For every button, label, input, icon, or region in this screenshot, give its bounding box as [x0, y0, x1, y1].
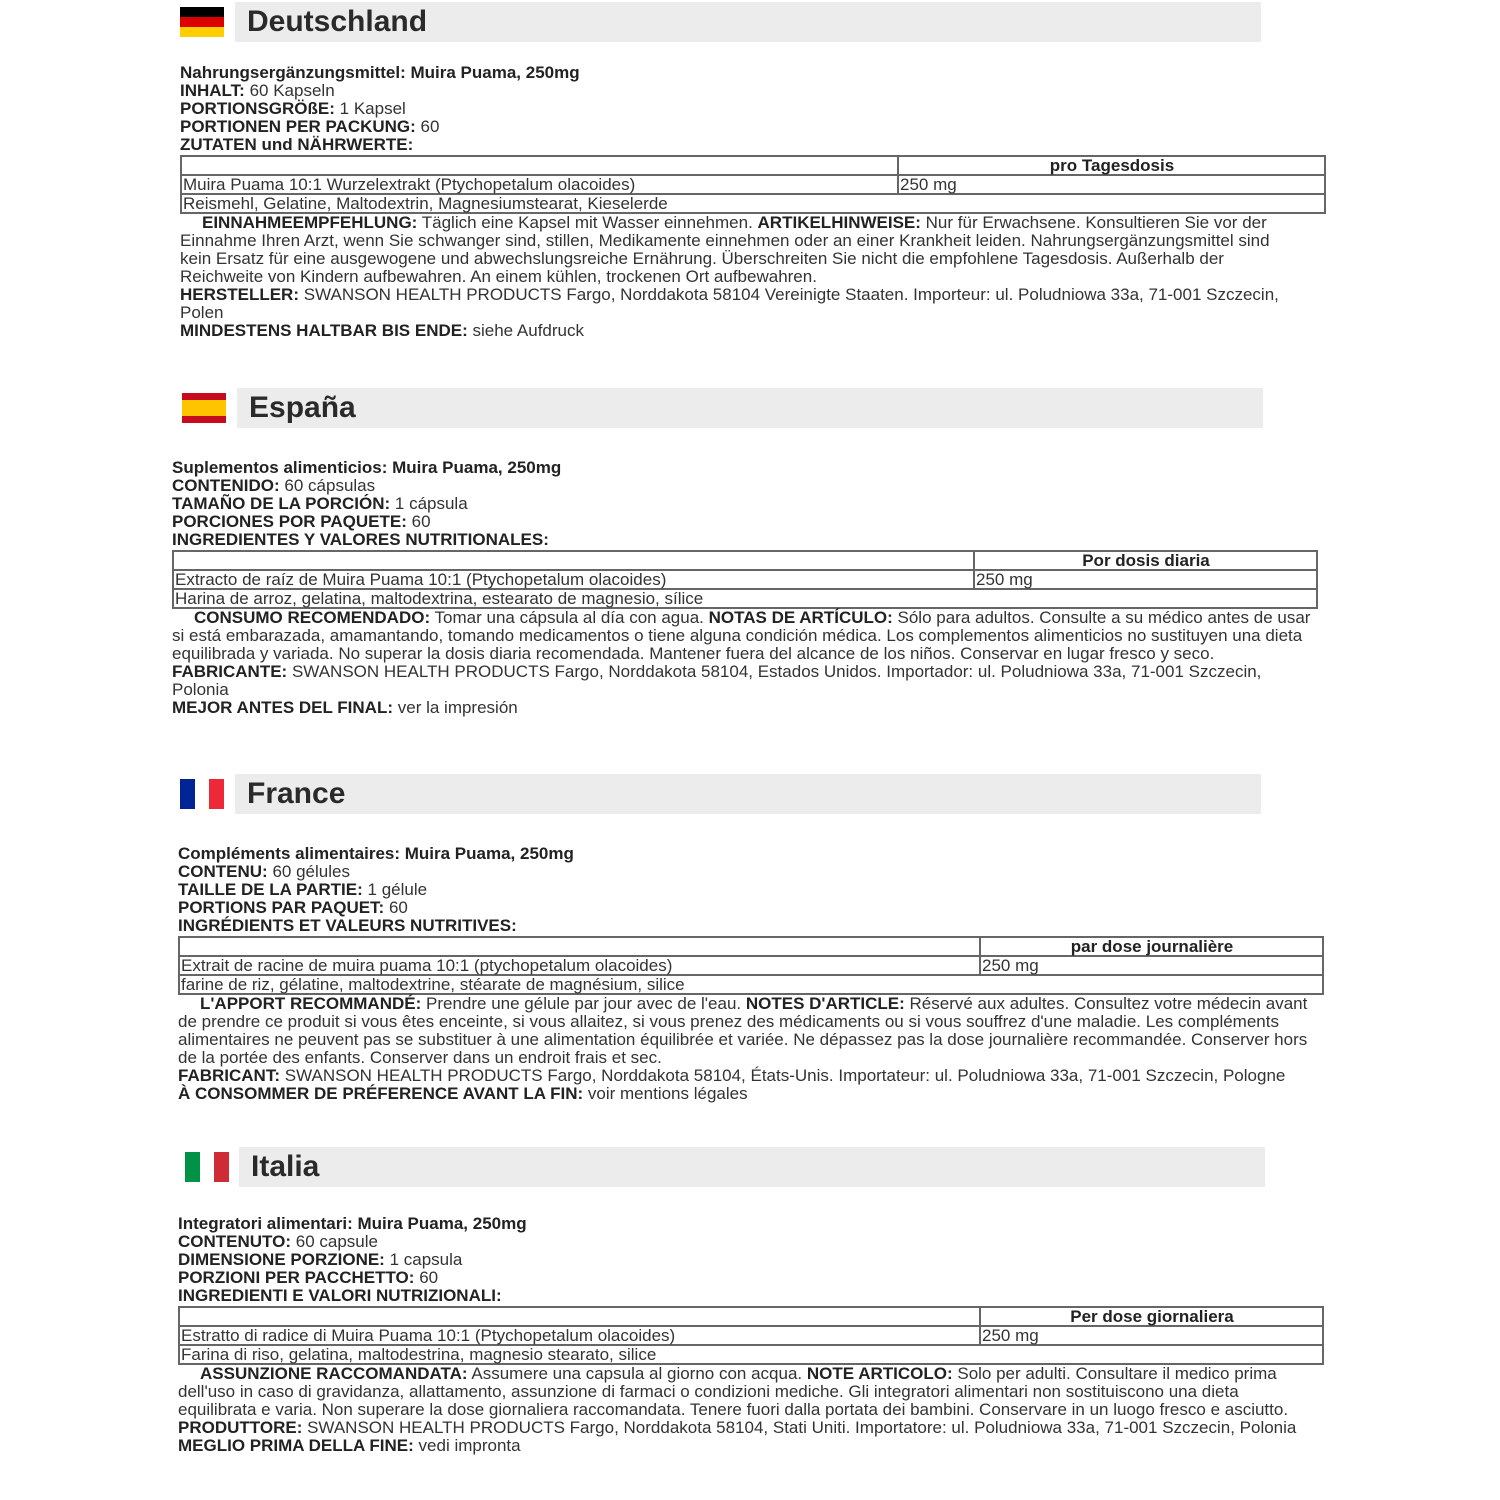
table-header-row	[179, 937, 1323, 956]
expiry-label: MEGLIO PRIMA DELLA FINE:	[178, 1436, 414, 1455]
portions-line	[178, 899, 1324, 917]
content-line	[172, 477, 1318, 495]
content-value: 60 Kapseln	[249, 81, 335, 100]
label-content	[172, 459, 1318, 717]
nutrition-table	[178, 936, 1324, 995]
flag-band-2	[200, 1152, 214, 1182]
expiry-label: À CONSOMMER DE PRÉFERENCE AVANT LA FIN:	[178, 1084, 584, 1103]
table-row	[179, 1326, 1323, 1345]
content-label: CONTENUTO:	[178, 1232, 292, 1251]
maker-paragraph	[178, 1419, 1306, 1437]
ingredients-line	[178, 917, 1324, 935]
table-row	[181, 194, 1325, 213]
notes-label: NOTAS DE ARTÍCULO:	[708, 608, 893, 627]
usage-text: Prendre une gélule par jour avec de l'eau.	[426, 994, 742, 1013]
table-header-cell: Per dose giornaliera	[980, 1307, 1323, 1326]
italy-flag-icon	[185, 1152, 229, 1182]
ingredient-cell: Extracto de raíz de Muira Puama 10:1 (Ptychopetalum olacoides)	[173, 570, 974, 589]
portions-value: 60	[420, 117, 440, 136]
country-title-bar	[237, 388, 1263, 428]
amount-cell: 250 mg	[898, 175, 1325, 194]
flag-band-2	[195, 779, 209, 809]
portions-value: 60	[388, 898, 408, 917]
maker-label: FABRICANTE:	[172, 662, 288, 681]
nutrition-table	[180, 155, 1326, 214]
country-title-bar	[235, 774, 1261, 814]
portions-label: PORTIONS PAR PAQUET:	[178, 898, 385, 917]
other-ingredients-cell: farine de riz, gélatine, maltodextrine, stéarate de magnésium, silice	[179, 975, 1323, 994]
country-title: Italia	[251, 1150, 320, 1183]
ingredients-line	[178, 1287, 1324, 1305]
usage-label: CONSUMO RECOMENDADO:	[194, 608, 431, 627]
amount-cell: 250 mg	[980, 1326, 1323, 1345]
ingredients-label: INGREDIENTES Y VALORES NUTRITIONALES:	[172, 530, 549, 549]
usage-text: Assumere una capsula al giorno con acqua.	[471, 1364, 803, 1383]
maker-paragraph	[180, 286, 1280, 322]
nutrition-table	[178, 1306, 1324, 1365]
maker-paragraph	[172, 663, 1262, 699]
country-title: France	[247, 777, 346, 810]
ingredient-cell: Muira Puama 10:1 Wurzelextrakt (Ptychopetalum olacoides)	[181, 175, 898, 194]
ingredients-label: ZUTATEN und NÄHRWERTE:	[180, 135, 414, 154]
table-row	[179, 1345, 1323, 1364]
maker-text: SWANSON HEALTH PRODUCTS Fargo, Norddakota 58104, Stati Uniti. Importatore: ul. Poludniowa 33a, 71-001 Szczecin, Polonia	[307, 1418, 1297, 1437]
notes-label: ARTIKELHINWEISE:	[757, 213, 921, 232]
product-value: Muira Puama, 250mg	[392, 458, 562, 477]
maker-label: HERSTELLER:	[180, 285, 299, 304]
notes-label: NOTE ARTICOLO:	[806, 1364, 953, 1383]
ingredients-label: INGREDIENTI E VALORI NUTRIZIONALI:	[178, 1286, 502, 1305]
serving-line	[178, 1251, 1324, 1269]
maker-label: FABRICANT:	[178, 1066, 280, 1085]
amount-cell: 250 mg	[980, 956, 1323, 975]
serving-line	[172, 495, 1318, 513]
ingredient-cell: Estratto di radice di Muira Puama 10:1 (Ptychopetalum olacoides)	[179, 1326, 980, 1345]
usage-paragraph	[180, 214, 1304, 286]
product-label: Suplementos alimenticios:	[172, 458, 388, 477]
table-row	[181, 175, 1325, 194]
flag-band-3	[182, 416, 226, 423]
usage-text: Täglich eine Kapsel mit Wasser einnehmen.	[421, 213, 753, 232]
portions-line	[172, 513, 1318, 531]
serving-label: PORTIONSGRÖßE:	[180, 99, 335, 118]
portions-label: PORCIONES POR PAQUETE:	[172, 512, 407, 531]
table-row	[179, 975, 1323, 994]
flag-band-3	[214, 1152, 229, 1182]
serving-value: 1 gélule	[367, 880, 428, 899]
serving-value: 1 cápsula	[394, 494, 468, 513]
table-header-empty-cell	[173, 551, 974, 570]
notes-text: Solo per adulti. Consultare il medico prima dell'uso in caso di gravidanza, allattamento, assunzione di farmaci o condizioni mediche. Gli integratori alimentari non sostituiscono una dieta equilibrata e varia. Non superare la dose giornaliera raccomandata. Tenere fuori dalla portata dei bambini. Conservare in un luogo fresco e asciutto.	[178, 1364, 1289, 1419]
usage-text: Tomar una cápsula al día con agua.	[434, 608, 704, 627]
table-header-cell: par dose journalière	[980, 937, 1323, 956]
other-ingredients-cell: Reismehl, Gelatine, Maltodextrin, Magnesiumstearat, Kieselerde	[181, 194, 1325, 213]
content-value: 60 gélules	[272, 862, 350, 881]
serving-line	[178, 881, 1324, 899]
spain-flag-icon	[182, 393, 226, 423]
product-line	[180, 64, 1326, 82]
table-row	[173, 589, 1317, 608]
portions-value: 60	[419, 1268, 439, 1287]
ingredients-line	[172, 531, 1318, 549]
ingredient-cell: Extrait de racine de muira puama 10:1 (ptychopetalum olacoides)	[179, 956, 980, 975]
table-header-row	[179, 1307, 1323, 1326]
expiry-label: MEJOR ANTES DEL FINAL:	[172, 698, 394, 717]
expiry-text: ver la impresión	[397, 698, 518, 717]
france-flag-icon	[180, 779, 224, 809]
usage-paragraph	[178, 1365, 1318, 1419]
flag-band-1	[182, 393, 226, 400]
table-header-empty-cell	[181, 156, 898, 175]
serving-label: DIMENSIONE PORZIONE:	[178, 1250, 385, 1269]
maker-text: SWANSON HEALTH PRODUCTS Fargo, Norddakota 58104 Vereinigte Staaten. Importeur: ul. Poludniowa 33a, 71-001 Szczecin, Polen	[180, 285, 1279, 322]
product-value: Muira Puama, 250mg	[357, 1214, 527, 1233]
maker-label: PRODUTTORE:	[178, 1418, 303, 1437]
label-content	[178, 845, 1324, 1103]
table-header-cell: Por dosis diaria	[974, 551, 1317, 570]
content-label: CONTENU:	[178, 862, 268, 881]
serving-line	[180, 100, 1326, 118]
nutrition-table	[172, 550, 1318, 609]
table-header-empty-cell	[179, 1307, 980, 1326]
table-row	[173, 570, 1317, 589]
expiry-label: MINDESTENS HALTBAR BIS ENDE:	[180, 321, 468, 340]
maker-text: SWANSON HEALTH PRODUCTS Fargo, Norddakota 58104, Estados Unidos. Importador: ul. Poludniowa 33a, 71-001 Szczecin, Polonia	[172, 662, 1262, 699]
portions-line	[178, 1269, 1324, 1287]
notes-text: Nur für Erwachsene. Konsultieren Sie vor der Einnahme Ihren Arzt, wenn Sie schwanger sind, stillen, Medikamente einnehmen oder an einer Krankheit leiden. Nahrungsergänzungsmittel sind kein Ersatz für eine ausgewogene und abwechslungsreiche Ernährung. Überschreiten Sie nicht die empfohlene Tagesdosis. Außerhalb der Reichweite von Kindern aufbewahren. An einem kühlen, trockenen Ort aufbewahren.	[180, 213, 1270, 286]
amount-cell: 250 mg	[974, 570, 1317, 589]
other-ingredients-cell: Harina de arroz, gelatina, maltodextrina, estearato de magnesio, sílice	[173, 589, 1317, 608]
germany-flag-icon	[180, 7, 224, 37]
serving-value: 1 capsula	[389, 1250, 463, 1269]
serving-label: TAMAÑO DE LA PORCIÓN:	[172, 494, 391, 513]
content-line	[178, 863, 1324, 881]
flag-band-1	[180, 779, 195, 809]
flag-band-1	[180, 7, 224, 17]
expiry-line	[178, 1085, 1324, 1103]
product-label: Compléments alimentaires:	[178, 844, 401, 863]
serving-value: 1 Kapsel	[339, 99, 406, 118]
country-title-bar	[235, 2, 1261, 42]
country-title: Deutschland	[247, 5, 428, 38]
flag-band-2	[180, 17, 224, 27]
portions-value: 60	[411, 512, 431, 531]
product-line	[178, 845, 1324, 863]
expiry-line	[180, 322, 1326, 340]
expiry-line	[172, 699, 1318, 717]
usage-label: ASSUNZIONE RACCOMANDATA:	[200, 1364, 468, 1383]
table-row	[179, 956, 1323, 975]
maker-paragraph	[178, 1067, 1288, 1085]
portions-line	[180, 118, 1326, 136]
table-header-cell: pro Tagesdosis	[898, 156, 1325, 175]
usage-label: L'APPORT RECOMMANDÉ:	[200, 994, 422, 1013]
product-value: Muira Puama, 250mg	[404, 844, 574, 863]
notes-text: Réservé aux adultes. Consultez votre médecin avant de prendre ce produit si vous êtes enceinte, si vous allaitez, si vous prenez des médicaments ou si vous souffrez d'une maladie. Les compléments alimentaires ne peuvent pas se substituer à une alimentation équilibrée et variée. Ne dépassez pas la dose journalière recommandée. Conserver hors de la portée des enfants. Conserver dans un endroit frais et sec.	[178, 994, 1308, 1067]
flag-band-3	[209, 779, 224, 809]
ingredients-label: INGRÉDIENTS ET VALEURS NUTRITIVES:	[178, 916, 517, 935]
notes-text: Sólo para adultos. Consulte a su médico antes de usar si está embarazada, amamantando, tomando medicamentos o tiene alguna condición médica. Los complementos alimenticios no sustituyen una dieta equilibrada y variada. No superar la dosis diaria recomendada. Mantener fuera del alcance de los niños. Conservar en lugar fresco y seco.	[172, 608, 1311, 663]
serving-label: TAILLE DE LA PARTIE:	[178, 880, 363, 899]
content-value: 60 capsule	[295, 1232, 378, 1251]
table-header-row	[173, 551, 1317, 570]
other-ingredients-cell: Farina di riso, gelatina, maltodestrina, magnesio stearato, silice	[179, 1345, 1323, 1364]
usage-paragraph	[178, 995, 1326, 1067]
product-value: Muira Puama, 250mg	[410, 63, 580, 82]
flag-band-2	[182, 400, 226, 416]
content-line	[178, 1233, 1324, 1251]
table-header-row	[181, 156, 1325, 175]
product-label: Integratori alimentari:	[178, 1214, 353, 1233]
content-label: CONTENIDO:	[172, 476, 280, 495]
product-line	[172, 459, 1318, 477]
expiry-line	[178, 1437, 1324, 1455]
flag-band-1	[185, 1152, 200, 1182]
maker-text: SWANSON HEALTH PRODUCTS Fargo, Norddakota 58104, États-Unis. Importateur: ul. Poludniowa 33a, 71-001 Szczecin, Pologne	[284, 1066, 1286, 1085]
product-label: Nahrungsergänzungsmittel:	[180, 63, 406, 82]
usage-label: EINNAHMEEMPFEHLUNG:	[202, 213, 418, 232]
usage-paragraph	[172, 609, 1318, 663]
label-content	[178, 1215, 1324, 1455]
expiry-text: voir mentions légales	[587, 1084, 748, 1103]
country-title-bar	[239, 1147, 1265, 1187]
portions-label: PORZIONI PER PACCHETTO:	[178, 1268, 415, 1287]
content-line	[180, 82, 1326, 100]
flag-band-3	[180, 27, 224, 37]
notes-label: NOTES D'ARTICLE:	[745, 994, 905, 1013]
content-label: INHALT:	[180, 81, 245, 100]
table-header-empty-cell	[179, 937, 980, 956]
ingredients-line	[180, 136, 1326, 154]
product-line	[178, 1215, 1324, 1233]
content-value: 60 cápsulas	[284, 476, 376, 495]
expiry-text: siehe Aufdruck	[472, 321, 584, 340]
country-title: España	[249, 391, 356, 424]
portions-label: PORTIONEN PER PACKUNG:	[180, 117, 416, 136]
label-content	[180, 64, 1326, 340]
expiry-text: vedi impronta	[418, 1436, 521, 1455]
